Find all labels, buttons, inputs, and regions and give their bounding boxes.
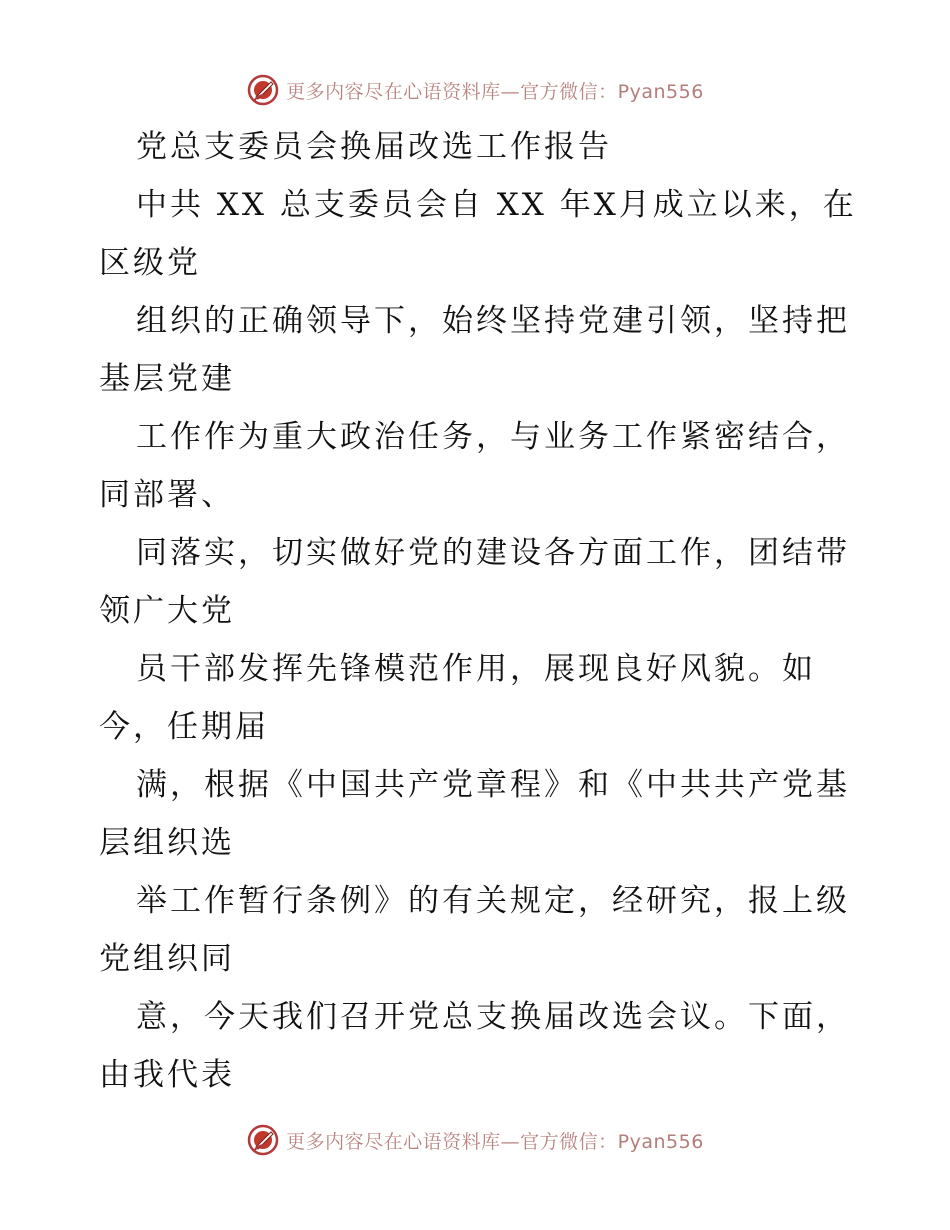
watermark-text [286, 1127, 704, 1154]
text-line: 领广大党 [99, 593, 235, 629]
text-line: 由我代表 [99, 1057, 235, 1093]
text-line: 组织的正确领导下，始终坚持党建引领，坚持把 [136, 303, 850, 339]
text-line: 举工作暂行条例》的有关规定，经研究，报上级 [136, 883, 850, 919]
text-line: 基层党建 [99, 361, 235, 397]
watermark-wechat-id: Pyan556 [617, 80, 704, 103]
watermark-cn-text: 更多内容尽在心语资料库—官方微信： [286, 80, 618, 103]
watermark-wechat-id: Pyan556 [617, 1130, 704, 1153]
text-line: 同落实，切实做好党的建设各方面工作，团结带 [136, 535, 850, 571]
pen-seal-logo-icon [246, 1123, 280, 1157]
text-line: 满，根据《中国共产党章程》和《中共共产党基 [136, 767, 850, 803]
footer-watermark [0, 1120, 950, 1160]
document-title: 党总支委员会换届改选工作报告 [136, 129, 612, 165]
watermark-cn-text: 更多内容尽在心语资料库—官方微信： [286, 1130, 618, 1153]
text-line: 今，任期届 [99, 709, 269, 745]
text-line: 工作作为重大政治任务，与业务工作紧密结合， [136, 419, 850, 455]
watermark-group [246, 1123, 704, 1157]
text-line: 中共 XX 总支委员会自 XX 年X月成立以来，在 [136, 187, 857, 223]
text-line: 员干部发挥先锋模范作用，展现良好风貌。如 [136, 651, 816, 687]
text-line: 层组织选 [99, 825, 235, 861]
text-line: 区级党 [99, 245, 201, 281]
text-line: 意，今天我们召开党总支换届改选会议。下面， [136, 999, 850, 1035]
text-line: 同部署、 [99, 477, 235, 513]
text-line: 党组织同 [99, 941, 235, 977]
